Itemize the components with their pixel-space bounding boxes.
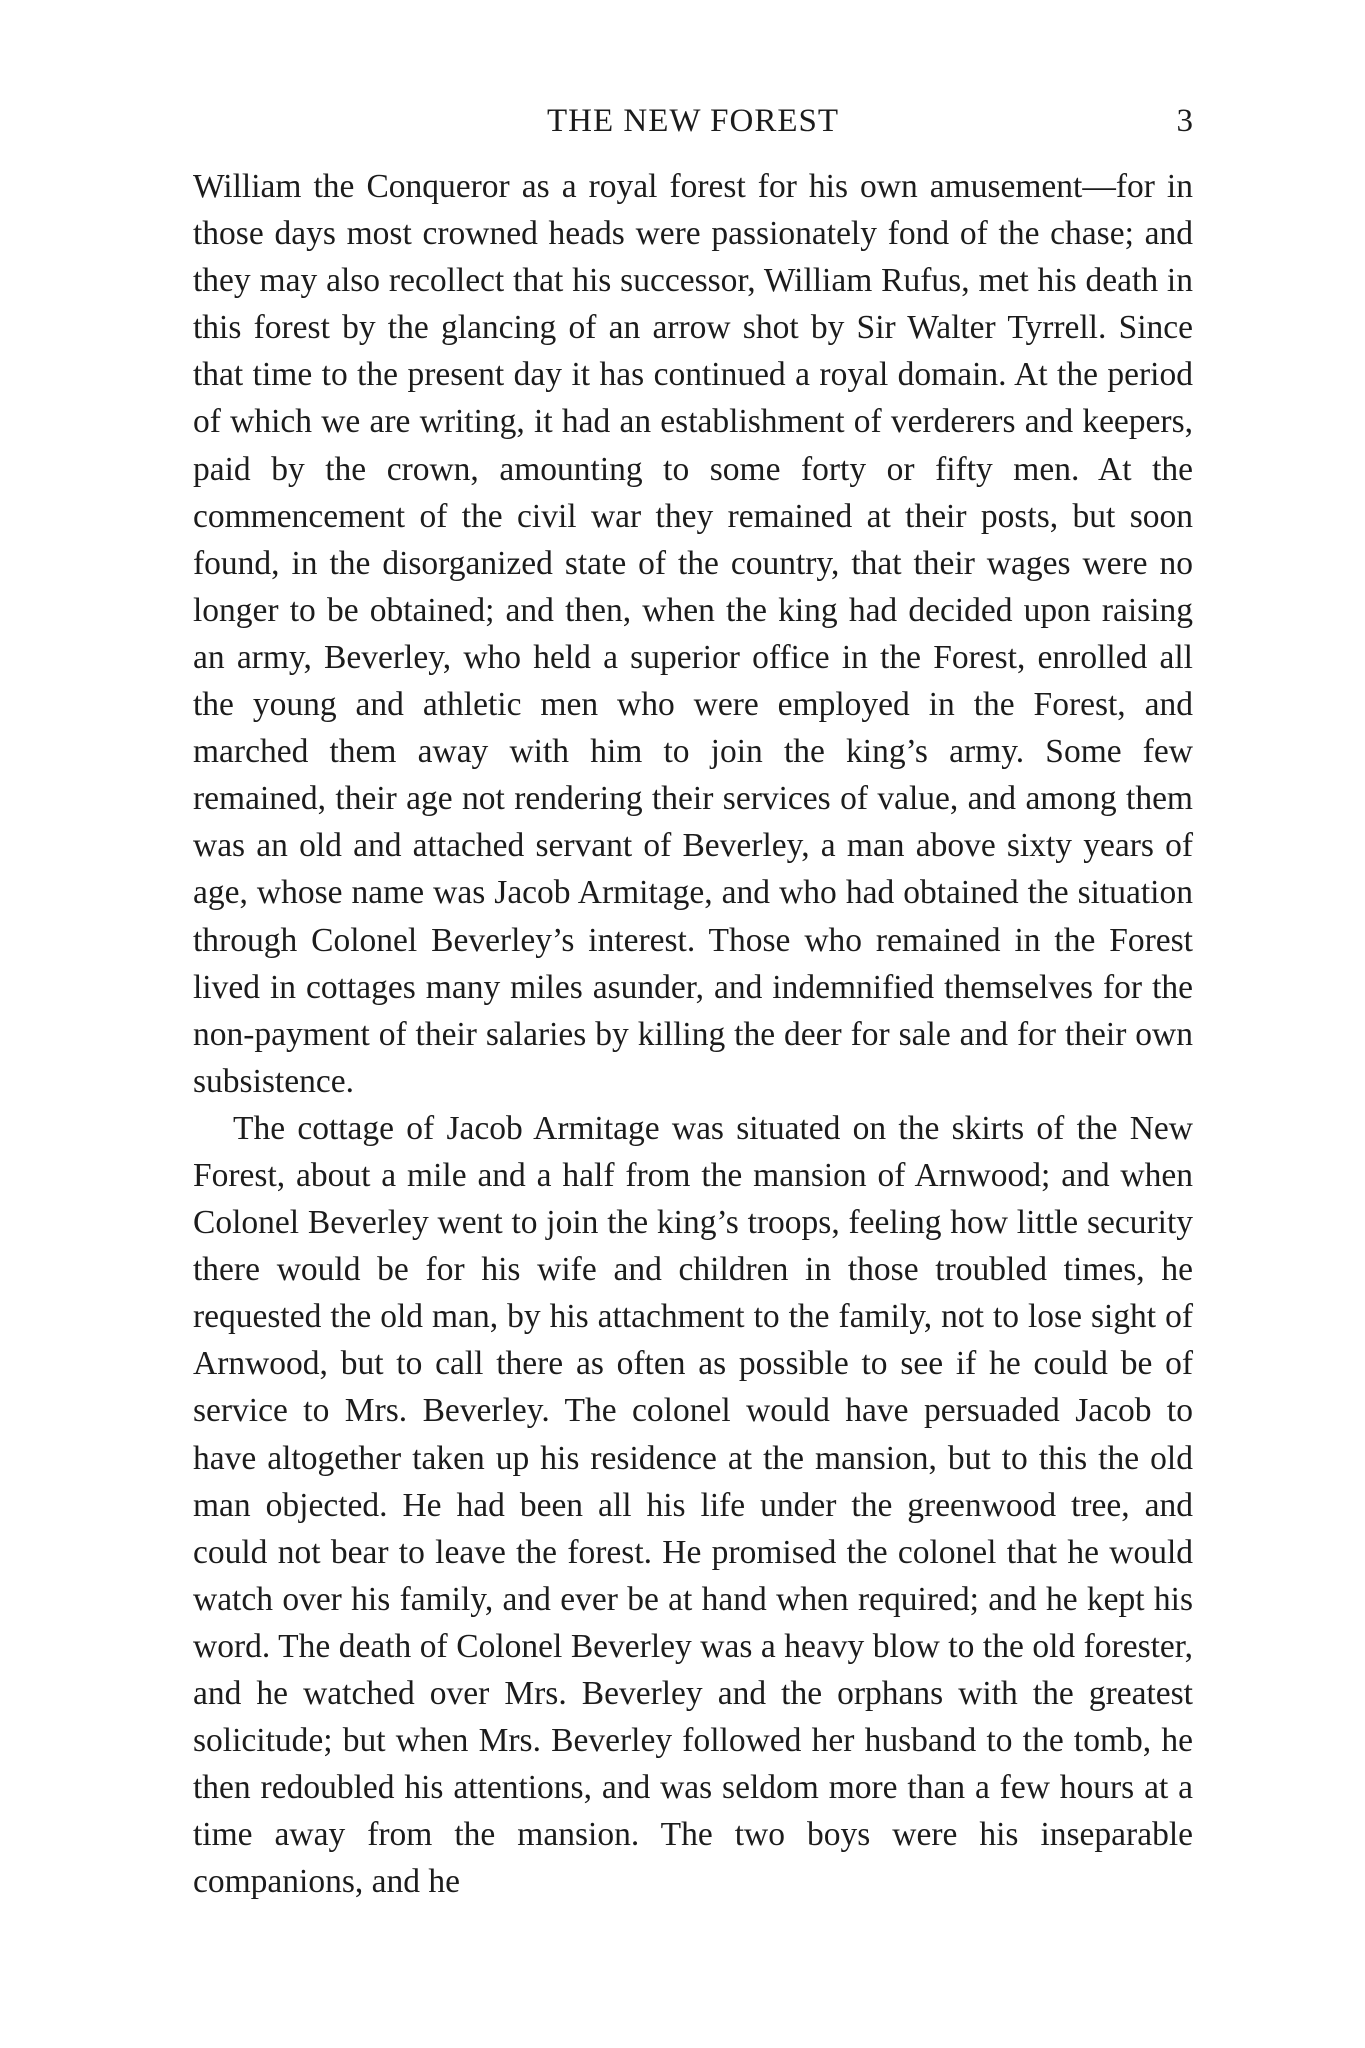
paragraph: William the Conqueror as a royal forest for his own amusement—for in those days most crowned heads were passionately fond of the chase; and they may also recollect that his successor, William Rufus, met his death in this forest by the glancing of an arrow shot by Sir Walter Tyrrell. Since that time to the present day it has continued a royal domain. At the period of which we are writing, it had an establishment of verderers and keepers, paid by the crown, amounting to some forty or fifty men. At the commencement of the civil war they remained at their posts, but soon found, in the disorganized state of the country, that their wages were no longer to be obtained; and then, when the king had decided upon raising an army, Beverley, who held a superior office in the Forest, enrolled all the young and athletic men who were employed in the Forest, and marched them away with him to join the king’s army. Some few remained, their age not rendering their services of value, and among them was an old and attached servant of Beverley, a man above sixty years of age, whose name was Jacob Armitage, and who had obtained the situation through Colonel Beverley’s interest. Those who remained in the Forest lived in cottages many miles asunder, and indemnified themselves for the non-payment of their salaries by killing the deer for sale and for their own subsistence.	[193, 168, 1193, 1100]
body-text	[193, 163, 1193, 1905]
running-title: THE NEW FOREST	[546, 103, 840, 139]
page-number: 3	[1176, 103, 1193, 139]
running-head	[193, 96, 1193, 146]
paragraph: The cottage of Jacob Armitage was situated on the skirts of the New Forest, about a mile and a half from the mansion of Arnwood; and when Colonel Beverley went to join the king’s troops, feeling how little security there would be for his wife and children in those troubled times, he requested the old man, by his attachment to the family, not to lose sight of Arnwood, but to call there as often as possible to see if he could be of service to Mrs. Beverley. The colonel would have persuaded Jacob to have altogether taken up his residence at the mansion, but to this the old man objected. He had been all his life under the greenwood tree, and could not bear to leave the forest. He promised the colonel that he would watch over his family, and ever be at hand when required; and he kept his word. The death of Colonel Beverley was a heavy blow to the old forester, and he watched over Mrs. Beverley and the orphans with the greatest solicitude; but when Mrs. Beverley followed her husband to the tomb, he then redoubled his attentions, and was seldom more than a few hours at a time away from the mansion. The two boys were his inseparable companions, and he	[193, 1109, 1193, 1901]
